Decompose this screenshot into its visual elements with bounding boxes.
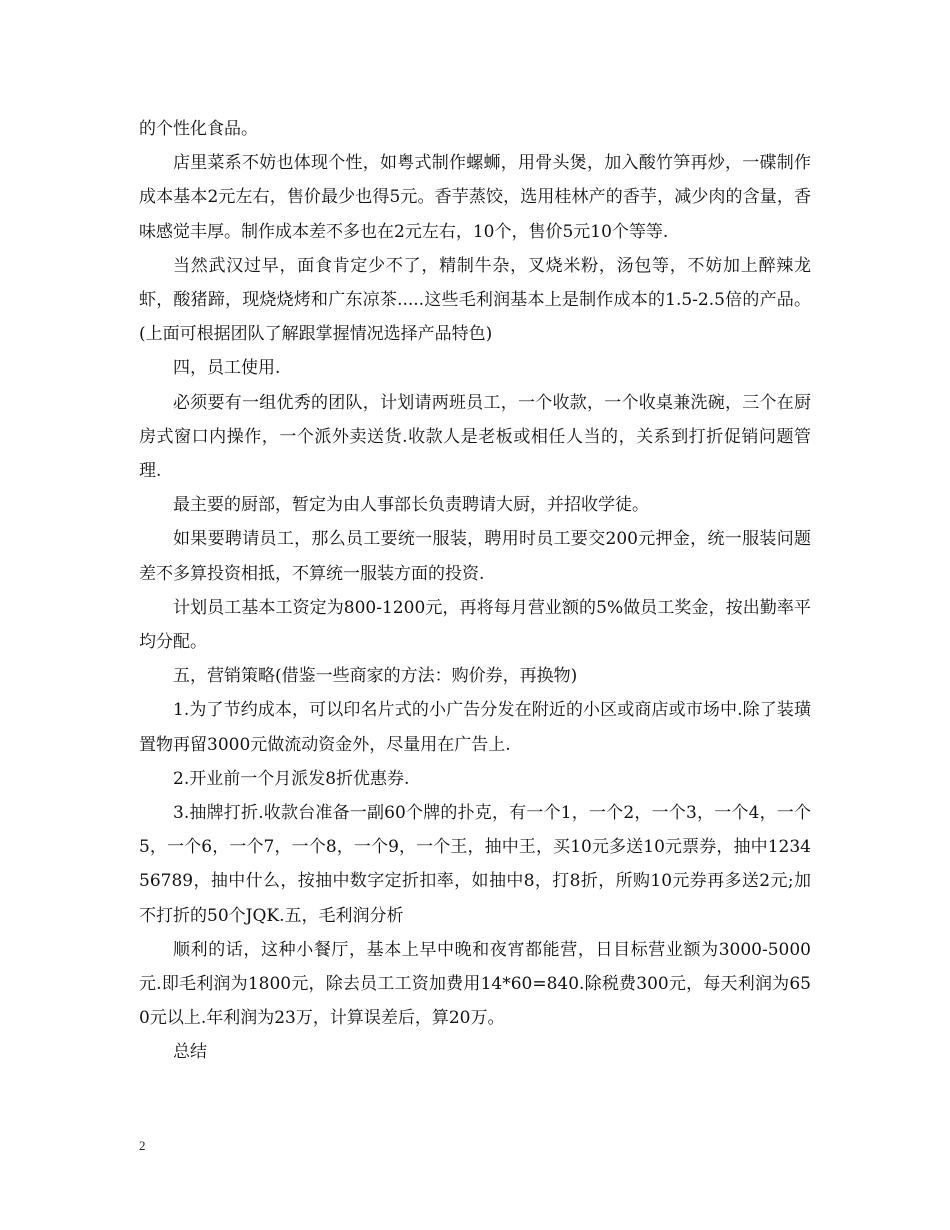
document-body — [139, 112, 811, 1070]
section-heading: 五，营销策略(借鉴一些商家的方法：购价券，再换物) — [173, 666, 578, 687]
paragraph: 如果要聘请员工，那么员工要统一服装，聘用时员工要交200元押金，统一服装问题差不多算投资相抵，不算统一服装方面的投资. — [139, 529, 811, 584]
paragraph: 店里菜系不妨也体现个性，如粤式制作螺蛳，用骨头煲，加入酸竹笋再炒，一碟制作成本基本2元左右，售价最少也得5元。香芋蒸饺，选用桂林产的香芋，减少肉的含量，香味感觉丰厚。制作成本差不多也在2元左右，10个，售价5元10个等等. — [139, 153, 811, 242]
page-number: 2 — [139, 1138, 146, 1153]
paragraph: 顺利的话，这种小餐厅，基本上早中晚和夜宵都能营，日目标营业额为3000-5000元.即毛利润为1800元，除去员工工资加费用14*60=840.除税费300元，每天利润为650元以上.年利润为23万，计算误差后，算20万。 — [139, 939, 811, 1029]
list-item: 3.抽牌打折.收款台准备一副60个牌的扑克，有一个1，一个2，一个3，一个4，一个5，一个6，一个7，一个8，一个9，一个王，抽中王，买10元多送10元票券，抽中123456789，抽中什么，按抽中数字定折扣率，如抽中8，打8折，所购10元券再多送2元;加不打折的50个JQK.五，毛利润分析 — [139, 803, 811, 926]
section-heading: 总结 — [173, 1042, 207, 1063]
paragraph: 当然武汉过早，面食肯定少不了，精制牛杂，叉烧米粉，汤包等，不妨加上醉辣龙虾，酸猪蹄，现烧烧烤和广东凉茶.....这些毛利润基本上是制作成本的1.5-2.5倍的产品。(上面可根据团队了解跟掌握情况选择产品特色) — [139, 255, 811, 345]
list-item: 2.开业前一个月派发8折优惠券. — [173, 768, 410, 789]
list-item: 1.为了节约成本，可以印名片式的小广告分发在附近的小区或商店或市场中.除了装璜置物再留3000元做流动资金外，尽量用在广告上. — [139, 700, 811, 755]
paragraph: 计划员工基本工资定为800-1200元，再将每月营业额的5%做员工奖金，按出勤率平均分配。 — [139, 597, 811, 653]
paragraph: 最主要的厨部，暂定为由人事部长负责聘请大厨，并招收学徒。 — [173, 495, 649, 516]
paragraph: 的个性化食品。 — [139, 119, 258, 139]
paragraph: 必须要有一组优秀的团队，计划请两班员工，一个收款，一个收桌兼洗碗，三个在厨房式窗口内操作，一个派外卖送货.收款人是老板或相任人当的，关系到打折促销问题管理. — [139, 392, 811, 482]
section-heading: 四，员工使用. — [173, 358, 281, 379]
